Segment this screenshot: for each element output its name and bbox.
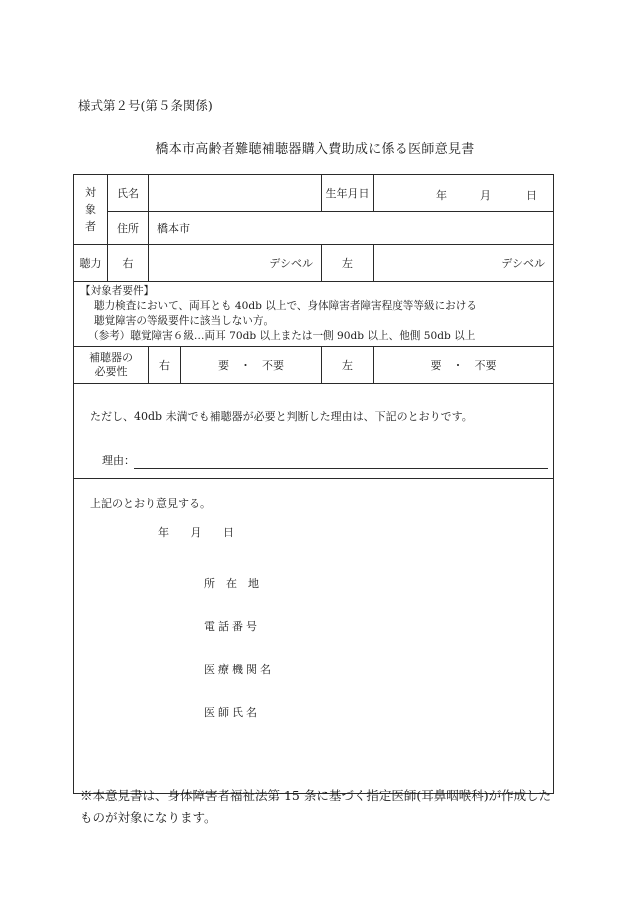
name-label: 氏名 [108, 175, 149, 212]
hearing-right-field[interactable]: デシベル [149, 245, 322, 282]
reason-statement: ただし、40db 未満でも補聴器が必要と判断した理由は、下記のとおりです。 [90, 410, 473, 423]
subject-label: 対 象 者 [74, 175, 108, 245]
clinic-location-label: 所 在 地 [204, 577, 259, 590]
name-field[interactable] [149, 175, 322, 212]
requirements-heading: 【対象者要件】 [80, 285, 155, 297]
birth-date-label: 生年月日 [322, 175, 374, 212]
form-number: 様式第２号(第５条関係) [78, 98, 213, 113]
opinion-block [74, 479, 554, 794]
necessity-left-choice[interactable]: 要 ・ 不要 [374, 347, 554, 384]
opinion-date[interactable]: 年 月 日 [158, 526, 234, 539]
institution-name-label: 医療機関名 [204, 663, 274, 676]
requirements-reference: （参考）聴覚障害６級…両耳 70db 以上または一側 90db 以上、他側 50db 以上 [88, 330, 476, 342]
requirements-block [74, 282, 554, 347]
reason-input-line[interactable] [134, 468, 548, 469]
requirements-line-2: 聴覚障害の等級要件に該当しない方。 [94, 315, 275, 327]
doctor-name-label: 医師氏名 [204, 706, 260, 719]
address-field[interactable]: 橋本市 [149, 212, 554, 245]
necessity-right-label: 右 [149, 347, 181, 384]
necessity-label: 補聴器の 必要性 [74, 347, 149, 384]
opinion-statement: 上記のとおり意見する。 [90, 497, 211, 510]
birth-date-field[interactable]: 年 月 日 [374, 175, 554, 212]
necessity-left-label: 左 [322, 347, 374, 384]
hearing-left-field[interactable]: デシベル [374, 245, 554, 282]
opinion-form-table [73, 174, 554, 794]
requirements-line-1: 聴力検査において、両耳とも 40db 以上で、身体障害者障害程度等等級における [94, 300, 477, 312]
phone-number-label: 電話番号 [204, 620, 260, 633]
reason-label: 理由： [102, 454, 135, 467]
necessity-right-choice[interactable]: 要 ・ 不要 [181, 347, 322, 384]
address-label: 住所 [108, 212, 149, 245]
document-title: 橋本市高齢者難聴補聴器購入費助成に係る医師意見書 [155, 142, 475, 157]
hearing-right-label: 右 [108, 245, 149, 282]
footnote: ※本意見書は、身体障害者福祉法第 15 条に基づく指定医師(耳鼻咽喉科)が作成したものが対象になります。 [80, 788, 552, 825]
hearing-label: 聴力 [74, 245, 108, 282]
reason-block [74, 384, 554, 479]
hearing-left-label: 左 [322, 245, 374, 282]
